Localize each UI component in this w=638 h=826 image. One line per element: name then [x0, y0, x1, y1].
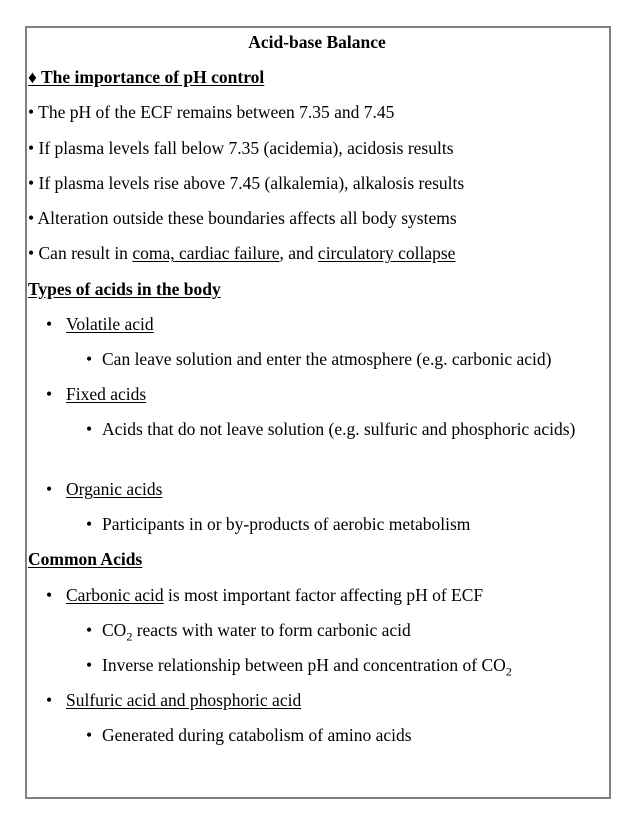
term-circulatory-collapse: circulatory collapse — [317, 243, 456, 263]
section-heading-acid-types: Types of acids in the body — [28, 279, 221, 299]
term-organic-acids: Organic acids — [66, 479, 163, 499]
list-item: • The pH of the ECF remains between 7.35 and 7.45 — [28, 102, 395, 122]
sub-item-text: Generated during catabolism of amino acids — [102, 725, 412, 745]
list-item-prefix: • Can result in — [28, 243, 133, 263]
term-fixed-acids: Fixed acids — [66, 384, 147, 404]
page-title: Acid-base Balance — [248, 32, 386, 52]
sub-item-text: Participants in or by-products of aerobic metabolism — [102, 514, 471, 534]
term-volatile-acid: Volatile acid — [66, 314, 154, 334]
bullet: • — [86, 655, 93, 675]
bullet: • — [46, 314, 53, 334]
sub-item-text: Acids that do not leave solution (e.g. sulfuric and phosphoric acids) — [102, 419, 576, 439]
bullet: • — [86, 620, 93, 640]
list-item-mid: , and — [279, 243, 318, 263]
section-heading-ph-control: ♦ The importance of pH control — [28, 67, 265, 87]
bullet: • — [46, 585, 53, 605]
co2-text: CO — [102, 620, 127, 640]
bullet: • — [86, 419, 93, 439]
sub-item-text: reacts with water to form carbonic acid — [132, 620, 411, 640]
bullet: • — [86, 349, 93, 369]
list-item-text: is most important factor affecting pH of ECF — [163, 585, 484, 605]
sub-item-text: Can leave solution and enter the atmosphere (e.g. carbonic acid) — [102, 349, 552, 369]
sub-item-text: Inverse relationship between pH and concentration of CO — [102, 655, 506, 675]
list-item: • Alteration outside these boundaries affects all body systems — [28, 208, 457, 228]
bullet: • — [46, 690, 53, 710]
term-coma-cardiac-failure: coma, cardiac failure — [132, 243, 280, 263]
list-item: • If plasma levels rise above 7.45 (alkalemia), alkalosis results — [28, 173, 465, 193]
bullet: • — [86, 514, 93, 534]
bullet: • — [46, 479, 53, 499]
term-carbonic-acid: Carbonic acid — [66, 585, 164, 605]
term-sulfuric-phosphoric: Sulfuric acid and phosphoric acid — [66, 690, 302, 710]
subscript: 2 — [505, 664, 512, 679]
list-item: • If plasma levels fall below 7.35 (acidemia), acidosis results — [28, 138, 454, 158]
bullet: • — [46, 384, 53, 404]
section-heading-common-acids: Common Acids — [28, 549, 143, 569]
subscript: 2 — [126, 629, 133, 644]
bullet: • — [86, 725, 93, 745]
list-item — [28, 242, 455, 264]
